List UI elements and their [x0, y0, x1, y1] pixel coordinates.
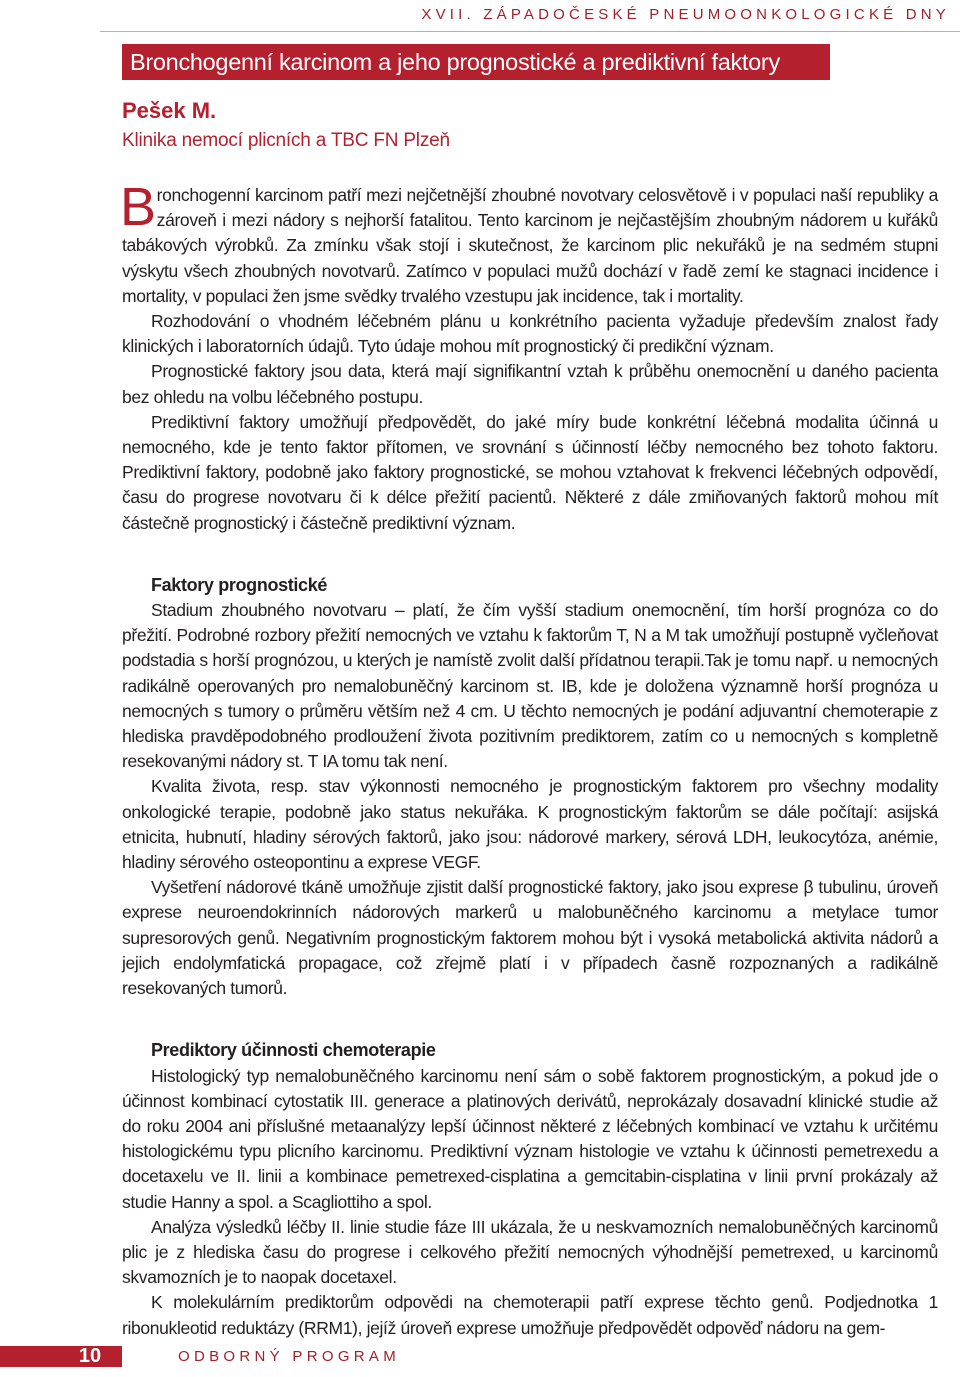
predictor-paragraph-1: Histologický typ nemalobuněčného karcinomu není sám o sobě faktorem prognostickým, a pokud jde o účinnost kombinací cytostatik III. generace a platinových derivátů, neprokázaly dosavadní klinické studie až do roku 2004 ani příslušné metaanalýzy lepší účinnost některé z léčebných kombinací ve vztahu k určitému histologickému typu plicního karcinomu. Prediktivní význam histologie ve vztahu k účinnosti pemetrexedu a docetaxelu ve II. linii a kombinace pemetrexed-cisplatina a gemcitabin-cisplatina v linii první prokázaly až studie Hanny a spol. a Scagliottiho a spol.: [122, 1065, 938, 1212]
intro-paragraph-4: Prediktivní faktory umožňují předpovědět, do jaké míry bude konkrétní léčebná modalita účinná u nemocného, kde je tento faktor přítomen, ve srovnání s účinností léčby nemocného bez tohoto faktoru. Prediktivní faktory, podobně jako faktory prognostické, se mohou vztahovat k frekvenci léčebných odpovědí, času do progrese novotvaru či k délce přežití pacientů. Některé z dále zmiňovaných faktorů mohou mít částečně prognostický i částečně prediktivní význam.: [122, 411, 938, 533]
author-name: Pešek M.: [122, 98, 217, 123]
intro-paragraph-3: Prognostické faktory jsou data, která mají signifikantní vztah k průběhu onemocnění u daného pacienta bez ohledu na volbu léčebného postupu.: [122, 361, 938, 407]
section-heading-predictors: Prediktory účinnosti chemoterapie: [151, 1040, 436, 1061]
header-divider: [100, 31, 960, 32]
page-number: 10: [78, 1345, 102, 1367]
predictor-paragraph-3: K molekulárním prediktorům odpovědi na chemoterapii patří exprese těchto genů. Podjednotka 1 ribonukleotid reduktázy (RRM1), jejíž úroveň exprese umožňuje předpovědět odpověď nádoru na gem-: [122, 1292, 938, 1338]
footer-section-label: ODBORNÝ PROGRAM: [178, 1348, 401, 1365]
prognostic-paragraph-1: Stadium zhoubného novotvaru – platí, že čím vyšší stadium onemocnění, tím horší prognóza co do přežití. Podrobné rozbory přežití nemocných ve vztahu k faktorům T, N a M tak umožňují postupně vyčleňovat podstadia s horší prognózou, u kterých je namístě zvolit další přídatnou terapii.Tak je tomu např. u nemocných radikálně operovaných pro nemalobuněčný karcinom st. IB, kde je doložena významně horší prognóza u nemocných s tumory o průměru větším než 4 cm. U těchto nemocných je podání adjuvantní chemoterapie z hlediska pravděpodobného prodloužení života pozitivním prediktorem, zatím co u nemocných s kompletně resekovanými nádory st. T IA tomu tak není.: [122, 600, 938, 772]
prognostic-paragraph-2: Kvalita života, resp. stav výkonnosti nemocného je prognostickým faktorem pro všechny modality onkologické terapie, podobně jako status nekuřáka. K prognostickým faktorům se dále počítají: asijská etnicita, hubnutí, hladiny sérových faktorů, jako jsou: nádorové markery, sérová LDH, leukocytóza, anémie, hladiny sérového osteopontinu a exprese VEGF.: [122, 776, 938, 873]
predictor-paragraph-2: Analýza výsledků léčby II. linie studie fáze III ukázala, že u neskvamozních nemalobuněčných karcinomů plic je z hlediska času do progrese i celkového přežití nemocných výhodnější pemetrexed, u karcinomů skvamozních je to naopak docetaxel.: [122, 1216, 938, 1288]
journal-header: XVII. ZÁPADOČESKÉ PNEUMOONKOLOGICKÉ DNY: [421, 6, 950, 23]
article-title: Bronchogenní karcinom a jeho prognostické a prediktivní faktory: [122, 44, 830, 80]
prognostic-paragraph-3: Vyšetření nádorové tkáně umožňuje zjistit další prognostické faktory, jako jsou exprese β tubulinu, úroveň exprese neuroendokrinních nádorových markerů u malobuněčného karcinomu a metylace tumor supresorových genů. Negativním prognostickým faktorem mohou být i vysoká metabolická aktivita nádorů a jejich endolymfatická propagace, což zřejmě platí i v případech časně rozpoznaných a radikálně resekovaných tumorů.: [122, 877, 938, 999]
article-body: [120, 177, 938, 1341]
section-heading-prognostic: Faktory prognostické: [151, 574, 328, 595]
author-affiliation: Klinika nemocí plicních a TBC FN Plzeň: [122, 130, 450, 151]
drop-cap: B: [120, 177, 156, 237]
intro-paragraph: [120, 177, 938, 309]
intro-text: ronchogenní karcinom patří mezi nejčetnější zhoubné novotvary celosvětově i v populaci naší republiky a zároveň i mezi nádory s nejhorší fatalitou. Tento karcinom je nejčastějším zhoubným nádorem u kuřáků tabákových výrobků. Za zmínku však stojí i skutečnost, že karcinom plic nekuřáků je na sedmém stupni výskytu všech zhoubných novotvarů. Zatímco v populaci mužů dochází v řadě zemí ke stagnaci incidence i mortality, v populaci žen jsme svědky trvalého vzestupu jak incidence, tak i mortality.: [122, 185, 938, 306]
intro-paragraph-2: Rozhodování o vhodném léčebném plánu u konkrétního pacienta vyžaduje především znalost řady klinických i laboratorních údajů. Tyto údaje mohou mít prognostický či predikční význam.: [122, 311, 938, 357]
